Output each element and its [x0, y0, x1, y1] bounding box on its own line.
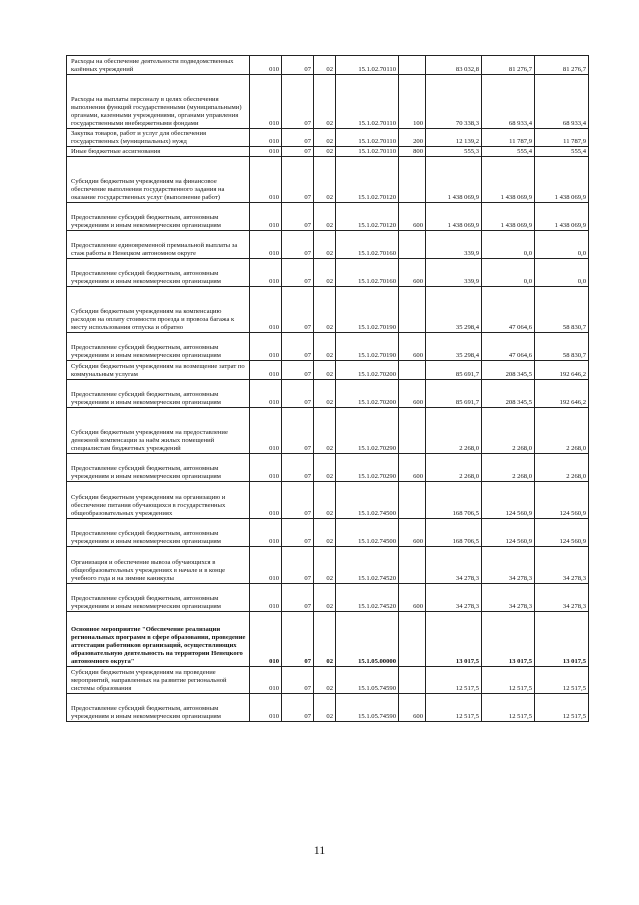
table-row — [67, 408, 589, 454]
row-amount-year2: 47 064,6 — [482, 333, 535, 361]
row-amount-year3: 1 438 069,9 — [535, 203, 589, 231]
row-amount-year3: 1 438 069,9 — [535, 157, 589, 203]
row-subsection-code: 02 — [314, 408, 336, 454]
row-subsection-code: 02 — [314, 612, 336, 667]
row-section-code: 07 — [282, 694, 314, 722]
row-amount-year1: 85 691,7 — [426, 361, 482, 380]
row-admin-code: 010 — [250, 157, 282, 203]
row-amount-year1: 35 298,4 — [426, 333, 482, 361]
row-section-code: 07 — [282, 287, 314, 333]
row-amount-year3: 2 268,0 — [535, 408, 589, 454]
row-subsection-code: 02 — [314, 547, 336, 584]
row-name: Расходы на выплаты персоналу в целях обеспечения выполнения функций государственными (муниципальными) органами, казенными учреждениями, органами управления государственными внебюджетными фондами — [67, 75, 250, 129]
row-amount-year1: 339,9 — [426, 231, 482, 259]
table-row — [67, 157, 589, 203]
row-admin-code: 010 — [250, 667, 282, 694]
row-amount-year2: 12 517,5 — [482, 667, 535, 694]
row-amount-year2: 34 278,3 — [482, 584, 535, 612]
row-name: Предоставление субсидий бюджетным, автономным учреждениям и иным некоммерческим организациям — [67, 333, 250, 361]
row-admin-code: 010 — [250, 519, 282, 547]
row-subsection-code: 02 — [314, 380, 336, 408]
row-name: Предоставление единовременной премиальной выплаты за стаж работы в Ненецком автономном округе — [67, 231, 250, 259]
row-section-code: 07 — [282, 361, 314, 380]
row-section-code: 07 — [282, 259, 314, 287]
row-amount-year1: 12 139,2 — [426, 129, 482, 147]
row-expense-type: 800 — [399, 147, 426, 157]
row-subsection-code: 02 — [314, 694, 336, 722]
row-amount-year1: 83 032,8 — [426, 56, 482, 75]
row-amount-year2: 81 276,7 — [482, 56, 535, 75]
table-row — [67, 231, 589, 259]
row-subsection-code: 02 — [314, 75, 336, 129]
table-row — [67, 519, 589, 547]
row-subsection-code: 02 — [314, 259, 336, 287]
row-admin-code: 010 — [250, 361, 282, 380]
row-section-code: 07 — [282, 454, 314, 482]
row-admin-code: 010 — [250, 203, 282, 231]
row-name: Субсидии бюджетным учреждениям на предоставление денежной компенсации за наём жилых помещений специалистам бюджетных учреждений — [67, 408, 250, 454]
row-amount-year1: 35 298,4 — [426, 287, 482, 333]
row-amount-year3: 2 268,0 — [535, 454, 589, 482]
row-amount-year3: 58 830,7 — [535, 287, 589, 333]
table-row — [67, 203, 589, 231]
row-target-article: 15.1.02.70110 — [336, 147, 399, 157]
row-amount-year3: 34 278,3 — [535, 584, 589, 612]
row-target-article: 15.1.02.70160 — [336, 231, 399, 259]
row-amount-year3: 124 560,9 — [535, 519, 589, 547]
row-expense-type — [399, 667, 426, 694]
row-target-article: 15.1.02.70190 — [336, 287, 399, 333]
row-admin-code: 010 — [250, 694, 282, 722]
row-amount-year1: 168 706,5 — [426, 519, 482, 547]
row-expense-type — [399, 482, 426, 519]
row-target-article: 15.1.02.70290 — [336, 408, 399, 454]
row-section-code: 07 — [282, 75, 314, 129]
row-subsection-code: 02 — [314, 157, 336, 203]
row-name: Иные бюджетные ассигнования — [67, 147, 250, 157]
row-amount-year3: 0,0 — [535, 231, 589, 259]
row-admin-code: 010 — [250, 333, 282, 361]
row-amount-year2: 12 517,5 — [482, 694, 535, 722]
table-row — [67, 380, 589, 408]
row-amount-year3: 34 278,3 — [535, 547, 589, 584]
row-amount-year1: 1 438 069,9 — [426, 157, 482, 203]
budget-table-container — [66, 55, 588, 722]
row-target-article: 15.1.02.70290 — [336, 454, 399, 482]
row-target-article: 15.1.02.70200 — [336, 380, 399, 408]
row-amount-year1: 34 278,3 — [426, 584, 482, 612]
row-amount-year2: 0,0 — [482, 231, 535, 259]
row-amount-year2: 2 268,0 — [482, 408, 535, 454]
row-expense-type — [399, 361, 426, 380]
row-subsection-code: 02 — [314, 287, 336, 333]
row-subsection-code: 02 — [314, 147, 336, 157]
row-amount-year2: 11 787,9 — [482, 129, 535, 147]
table-row — [67, 361, 589, 380]
table-row — [67, 612, 589, 667]
row-section-code: 07 — [282, 408, 314, 454]
table-row — [67, 147, 589, 157]
row-expense-type: 600 — [399, 584, 426, 612]
row-amount-year3: 124 560,9 — [535, 482, 589, 519]
row-admin-code: 010 — [250, 287, 282, 333]
row-target-article: 15.1.02.70200 — [336, 361, 399, 380]
row-name: Субсидии бюджетным учреждениям на финансовое обеспечение выполнения государственного задания на оказание государственных услуг (выполнение работ) — [67, 157, 250, 203]
budget-table-body — [67, 56, 589, 722]
row-name: Предоставление субсидий бюджетным, автономным учреждениям и иным некоммерческим организациям — [67, 454, 250, 482]
row-amount-year3: 0,0 — [535, 259, 589, 287]
row-expense-type: 600 — [399, 454, 426, 482]
row-section-code: 07 — [282, 333, 314, 361]
row-admin-code: 010 — [250, 482, 282, 519]
row-amount-year1: 70 338,3 — [426, 75, 482, 129]
row-expense-type: 200 — [399, 129, 426, 147]
row-amount-year2: 555,4 — [482, 147, 535, 157]
row-amount-year2: 124 560,9 — [482, 482, 535, 519]
row-amount-year1: 34 278,3 — [426, 547, 482, 584]
table-row — [67, 694, 589, 722]
row-amount-year1: 339,9 — [426, 259, 482, 287]
table-row — [67, 584, 589, 612]
row-target-article: 15.1.02.70110 — [336, 129, 399, 147]
table-row — [67, 75, 589, 129]
row-name: Предоставление субсидий бюджетным, автономным учреждениям и иным некоммерческим организациям — [67, 519, 250, 547]
row-section-code: 07 — [282, 129, 314, 147]
row-expense-type: 600 — [399, 259, 426, 287]
row-section-code: 07 — [282, 157, 314, 203]
row-amount-year1: 2 268,0 — [426, 408, 482, 454]
row-admin-code: 010 — [250, 547, 282, 584]
row-amount-year1: 1 438 069,9 — [426, 203, 482, 231]
row-amount-year2: 34 278,3 — [482, 547, 535, 584]
row-target-article: 15.1.02.70120 — [336, 203, 399, 231]
row-amount-year1: 12 517,5 — [426, 667, 482, 694]
row-section-code: 07 — [282, 547, 314, 584]
row-expense-type: 600 — [399, 333, 426, 361]
row-expense-type — [399, 231, 426, 259]
row-expense-type — [399, 547, 426, 584]
row-admin-code: 010 — [250, 56, 282, 75]
row-expense-type: 600 — [399, 380, 426, 408]
row-name: Предоставление субсидий бюджетным, автономным учреждениям и иным некоммерческим организациям — [67, 694, 250, 722]
row-amount-year3: 192 646,2 — [535, 380, 589, 408]
table-row — [67, 333, 589, 361]
row-name: Закупка товаров, работ и услуг для обеспечения государственных (муниципальных) нужд — [67, 129, 250, 147]
row-name: Расходы на обеспечение деятельности подведомственных казённых учреждений — [67, 56, 250, 75]
row-amount-year2: 47 064,6 — [482, 287, 535, 333]
budget-table — [66, 55, 589, 722]
row-name: Предоставление субсидий бюджетным, автономным учреждениям и иным некоммерческим организациям — [67, 203, 250, 231]
row-target-article: 15.1.05.74590 — [336, 667, 399, 694]
row-amount-year2: 1 438 069,9 — [482, 157, 535, 203]
row-target-article: 15.1.02.70110 — [336, 75, 399, 129]
table-row — [67, 287, 589, 333]
row-amount-year2: 13 017,5 — [482, 612, 535, 667]
row-name: Субсидии бюджетным учреждениям на компенсацию расходов на оплату стоимости проезда и провоза багажа к месту использования отпуска и обратно — [67, 287, 250, 333]
row-section-code: 07 — [282, 147, 314, 157]
row-expense-type: 600 — [399, 203, 426, 231]
row-admin-code: 010 — [250, 380, 282, 408]
row-amount-year2: 1 438 069,9 — [482, 203, 535, 231]
row-subsection-code: 02 — [314, 454, 336, 482]
row-target-article: 15.1.05.00000 — [336, 612, 399, 667]
row-amount-year3: 192 646,2 — [535, 361, 589, 380]
row-amount-year2: 68 933,4 — [482, 75, 535, 129]
row-target-article: 15.1.02.74500 — [336, 482, 399, 519]
row-amount-year3: 12 517,5 — [535, 694, 589, 722]
row-amount-year2: 0,0 — [482, 259, 535, 287]
row-target-article: 15.1.02.74520 — [336, 584, 399, 612]
row-admin-code: 010 — [250, 147, 282, 157]
row-name: Основное мероприятие "Обеспечение реализации региональных программ в сфере образования, проведение аттестации работников организаций, осуществляющих образовательную деятельность на территории Ненецкого автономного округа" — [67, 612, 250, 667]
row-amount-year3: 13 017,5 — [535, 612, 589, 667]
row-subsection-code: 02 — [314, 667, 336, 694]
row-expense-type: 600 — [399, 694, 426, 722]
row-admin-code: 010 — [250, 231, 282, 259]
row-section-code: 07 — [282, 584, 314, 612]
row-section-code: 07 — [282, 231, 314, 259]
table-row — [67, 667, 589, 694]
row-admin-code: 010 — [250, 454, 282, 482]
row-expense-type — [399, 157, 426, 203]
row-expense-type: 100 — [399, 75, 426, 129]
row-name: Предоставление субсидий бюджетным, автономным учреждениям и иным некоммерческим организациям — [67, 584, 250, 612]
table-row — [67, 454, 589, 482]
table-row — [67, 482, 589, 519]
row-target-article: 15.1.02.70120 — [336, 157, 399, 203]
table-row — [67, 56, 589, 75]
row-expense-type — [399, 56, 426, 75]
row-admin-code: 010 — [250, 584, 282, 612]
row-amount-year1: 12 517,5 — [426, 694, 482, 722]
row-amount-year3: 11 787,9 — [535, 129, 589, 147]
row-admin-code: 010 — [250, 408, 282, 454]
row-section-code: 07 — [282, 56, 314, 75]
row-subsection-code: 02 — [314, 361, 336, 380]
row-amount-year2: 208 345,5 — [482, 361, 535, 380]
row-amount-year3: 12 517,5 — [535, 667, 589, 694]
row-admin-code: 010 — [250, 75, 282, 129]
table-row — [67, 259, 589, 287]
row-subsection-code: 02 — [314, 519, 336, 547]
row-section-code: 07 — [282, 380, 314, 408]
row-amount-year2: 2 268,0 — [482, 454, 535, 482]
row-target-article: 15.1.02.74520 — [336, 547, 399, 584]
row-target-article: 15.1.02.74500 — [336, 519, 399, 547]
row-section-code: 07 — [282, 482, 314, 519]
row-amount-year2: 124 560,9 — [482, 519, 535, 547]
row-section-code: 07 — [282, 667, 314, 694]
row-amount-year3: 81 276,7 — [535, 56, 589, 75]
row-name: Организация и обеспечение вывоза обучающихся в общеобразовательных учреждениях в начале и в конце учебного года и на зимние каникулы — [67, 547, 250, 584]
row-name: Предоставление субсидий бюджетным, автономным учреждениям и иным некоммерческим организациям — [67, 259, 250, 287]
row-expense-type — [399, 287, 426, 333]
row-name: Субсидии бюджетным учреждениям на проведение мероприятий, направленных на развитие региональной системы образования — [67, 667, 250, 694]
row-expense-type: 600 — [399, 519, 426, 547]
row-section-code: 07 — [282, 203, 314, 231]
row-expense-type — [399, 408, 426, 454]
row-name: Субсидии бюджетным учреждениям на организацию и обеспечение питания обучающихся в государственных общеобразовательных учреждениях — [67, 482, 250, 519]
row-amount-year3: 555,4 — [535, 147, 589, 157]
table-row — [67, 547, 589, 584]
row-amount-year1: 85 691,7 — [426, 380, 482, 408]
row-subsection-code: 02 — [314, 56, 336, 75]
row-target-article: 15.1.02.70160 — [336, 259, 399, 287]
row-target-article: 15.1.05.74590 — [336, 694, 399, 722]
row-amount-year3: 58 830,7 — [535, 333, 589, 361]
row-subsection-code: 02 — [314, 584, 336, 612]
row-admin-code: 010 — [250, 259, 282, 287]
row-amount-year3: 68 933,4 — [535, 75, 589, 129]
row-admin-code: 010 — [250, 129, 282, 147]
row-amount-year1: 2 268,0 — [426, 454, 482, 482]
row-amount-year1: 13 017,5 — [426, 612, 482, 667]
row-target-article: 15.1.02.70190 — [336, 333, 399, 361]
row-subsection-code: 02 — [314, 482, 336, 519]
row-amount-year1: 168 706,5 — [426, 482, 482, 519]
row-admin-code: 010 — [250, 612, 282, 667]
table-row — [67, 129, 589, 147]
row-subsection-code: 02 — [314, 333, 336, 361]
row-name: Предоставление субсидий бюджетным, автономным учреждениям и иным некоммерческим организациям — [67, 380, 250, 408]
row-name: Субсидии бюджетным учреждениям на возмещение затрат по коммунальным услугам — [67, 361, 250, 380]
row-expense-type — [399, 612, 426, 667]
row-amount-year2: 208 345,5 — [482, 380, 535, 408]
page-number: 11 — [313, 843, 326, 857]
row-section-code: 07 — [282, 519, 314, 547]
row-subsection-code: 02 — [314, 129, 336, 147]
row-amount-year1: 555,3 — [426, 147, 482, 157]
row-target-article: 15.1.02.70110 — [336, 56, 399, 75]
row-subsection-code: 02 — [314, 203, 336, 231]
row-subsection-code: 02 — [314, 231, 336, 259]
row-section-code: 07 — [282, 612, 314, 667]
